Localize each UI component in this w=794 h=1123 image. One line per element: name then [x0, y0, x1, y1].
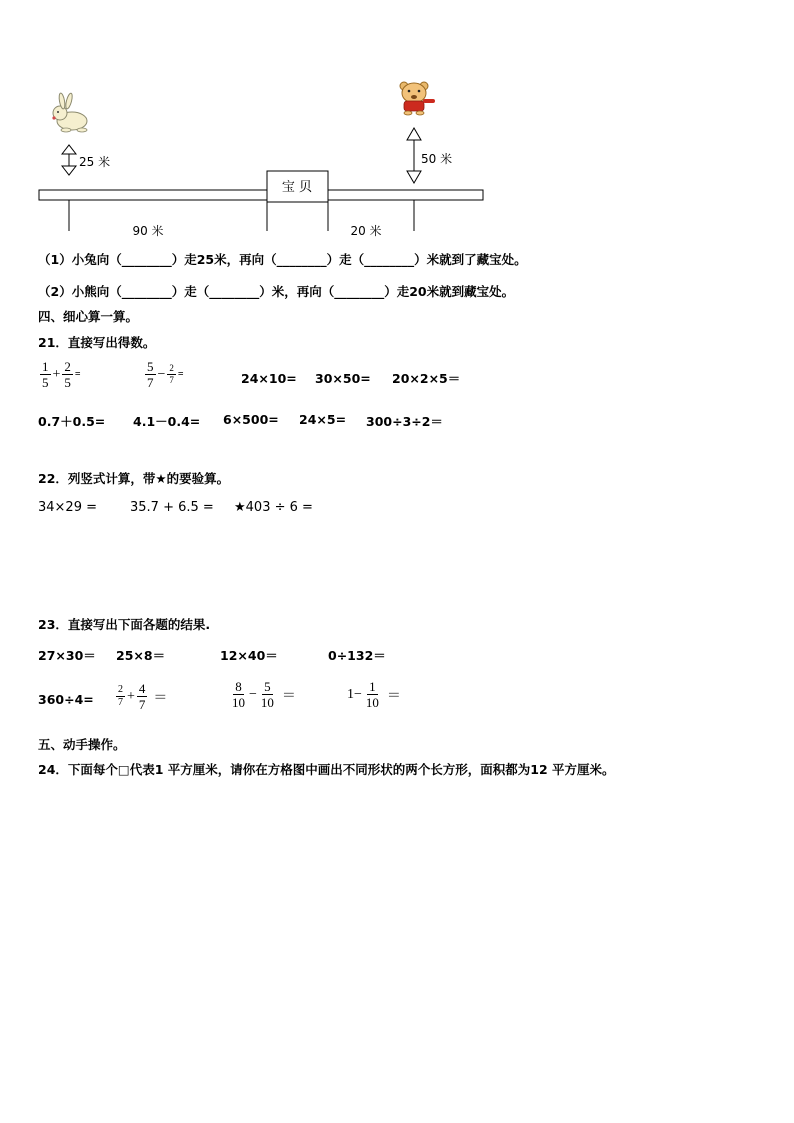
q22-item-3: ★403 ÷ 6 =	[234, 500, 313, 515]
section4-title: 四、细心算一算。	[38, 309, 139, 324]
q22-item-2: 35.7 + 6.5 =	[130, 500, 214, 515]
fill-question-2: （2）小熊向（________）走（________）米，再向（________）走20米就到藏宝处。	[38, 284, 515, 299]
q23-item-5: 360÷4=	[38, 692, 94, 707]
rabbit-distance-label: 25 米	[79, 155, 111, 169]
q21-item-2: $\frac{5}{7}$ − $\frac{2}{7}$ =	[147, 359, 184, 390]
treasure-map-diagram	[0, 70, 520, 245]
fill-question-1: （1）小兔向（________）走25米，再向（________）走（________）米就到了藏宝处。	[38, 252, 527, 267]
q23-item-1: 27×30＝	[38, 648, 96, 663]
q23-item-3: 12×40＝	[220, 648, 278, 663]
q21-item-3: 24×10=	[241, 371, 297, 386]
q23-title: 23．直接写出下面各题的结果.	[38, 617, 211, 632]
bear-distance-arrow	[407, 128, 421, 183]
q21-item-1: $\frac{1}{5}$ + $\frac{2}{5}$ =	[42, 359, 81, 390]
q24-title: 24．下面每个□代表1 平方厘米，请你在方格图中画出不同形状的两个长方形，面积都为12 平方厘米。	[38, 762, 615, 777]
q23-item-2: 25×8＝	[116, 648, 166, 663]
bear-distance-label: 50 米	[421, 152, 453, 166]
q21-title: 21．直接写出得数。	[38, 335, 156, 350]
q22-item-1: 34×29 =	[38, 500, 98, 515]
q21-item-4: 30×50=	[315, 371, 371, 386]
rabbit-distance-arrow	[62, 145, 76, 175]
q21-item-7: 4.1－0.4=	[133, 414, 201, 429]
rabbit-illustration	[52, 93, 87, 132]
q23-item-4: 0÷132＝	[328, 648, 386, 663]
section5-title: 五、动手操作。	[38, 737, 126, 752]
road	[39, 190, 483, 200]
q22-title: 22．列竖式计算，带★的要验算。	[38, 471, 230, 486]
treasure-label: 宝 贝	[281, 180, 313, 195]
q21-item-6: 0.7＋0.5=	[38, 414, 106, 429]
right-segment-label: 20 米	[350, 224, 382, 238]
left-segment-label: 90 米	[132, 224, 164, 238]
q21-item-10: 300÷3÷2＝	[366, 414, 443, 429]
q21-item-5: 20×2×5＝	[392, 371, 461, 386]
q23-item-8: 1 − $\frac{1}{10}$ ＝	[347, 679, 401, 710]
bear-illustration	[400, 82, 435, 115]
q21-item-8: 6×500=	[223, 412, 279, 427]
q23-item-7: $\frac{8}{10}$ − $\frac{5}{10}$ ＝	[232, 679, 296, 710]
q21-item-9: 24×5=	[299, 412, 347, 427]
q23-item-6: $\frac{2}{7}$ + $\frac{4}{7}$ ＝	[118, 681, 168, 712]
